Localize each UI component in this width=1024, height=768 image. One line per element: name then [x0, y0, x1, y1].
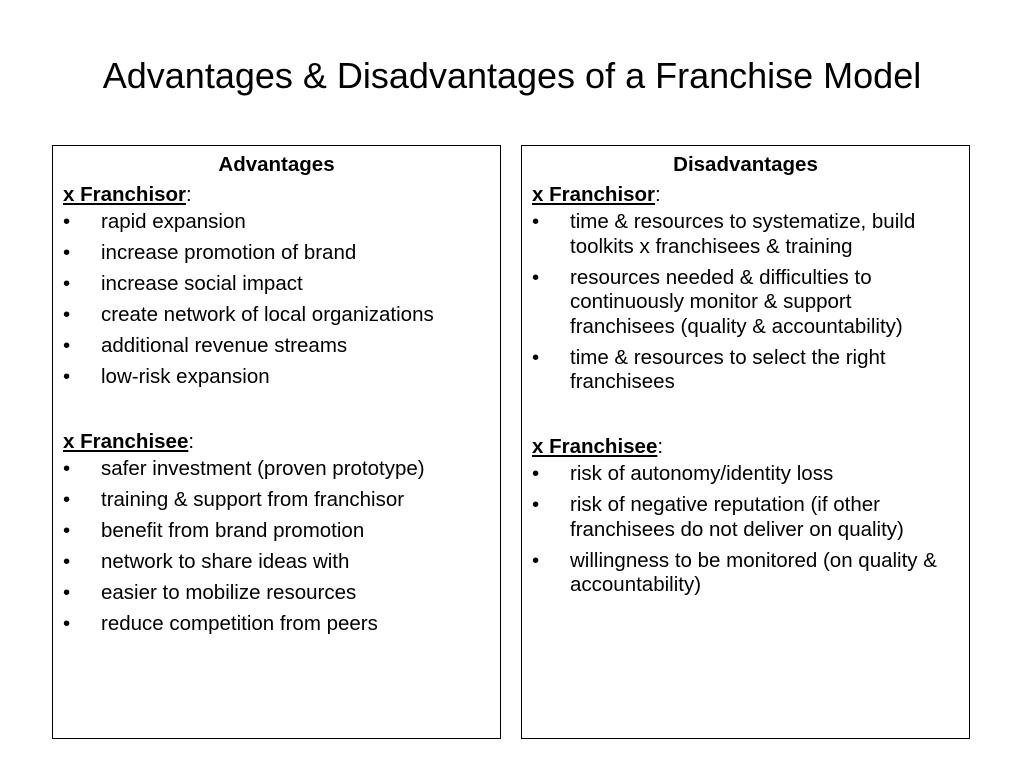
disadvantages-franchisee-label — [532, 431, 959, 462]
list-item — [63, 519, 490, 544]
bullet-icon: • — [532, 548, 540, 572]
bullet-icon: • — [532, 265, 540, 289]
list-item-text: training & support from franchisor — [101, 488, 405, 511]
bullet-icon: • — [63, 612, 71, 635]
list-item — [63, 581, 490, 606]
list-item-text: network to share ideas with — [101, 550, 350, 573]
slide-title: Advantages & Disadvantages of a Franchise Model — [102, 55, 922, 96]
bullet-icon: • — [63, 303, 71, 326]
list-item-text: time & resources to select the right franchisees — [570, 345, 886, 393]
bullet-icon: • — [63, 210, 71, 233]
group-spacer — [63, 396, 490, 426]
list-item — [532, 266, 959, 340]
group-spacer — [532, 401, 959, 431]
bullet-icon: • — [63, 241, 71, 264]
group-label-text: x Franchisee — [63, 430, 189, 453]
advantages-franchisor-label — [63, 179, 490, 210]
list-item-text: resources needed & difficulties to continuously monitor & support franchisees (quality & accountability) — [570, 265, 903, 338]
group-label-colon: : — [657, 435, 664, 458]
list-item — [63, 612, 490, 637]
advantages-franchisee-list — [63, 457, 490, 637]
list-item-text: reduce competition from peers — [101, 612, 378, 635]
bullet-icon: • — [532, 210, 540, 233]
disadvantages-franchisor-label — [532, 179, 959, 210]
list-item-text: rapid expansion — [101, 210, 246, 233]
list-item — [63, 334, 490, 359]
bullet-icon: • — [532, 462, 540, 485]
bullet-icon: • — [63, 457, 71, 480]
list-item-text: risk of autonomy/identity loss — [570, 462, 834, 485]
list-item — [63, 488, 490, 513]
group-label-colon: : — [188, 430, 195, 453]
bullet-icon: • — [532, 345, 540, 369]
list-item-text: increase social impact — [101, 272, 303, 295]
list-item-text: benefit from brand promotion — [101, 519, 365, 542]
list-item-text: increase promotion of brand — [101, 241, 357, 264]
list-item — [63, 272, 490, 297]
list-item-text: time & resources to systematize, build toolkits x franchisees & training — [570, 210, 916, 258]
list-item-text: easier to mobilize resources — [101, 581, 357, 604]
advantages-panel — [52, 145, 501, 739]
bullet-icon: • — [63, 272, 71, 295]
group-label-text: x Franchisee — [532, 435, 658, 458]
list-item — [532, 210, 959, 259]
bullet-icon: • — [532, 493, 540, 516]
list-item — [63, 303, 490, 328]
list-item — [63, 241, 490, 266]
group-label-colon: : — [186, 183, 192, 206]
bullet-icon: • — [63, 519, 71, 542]
list-item-text: risk of negative reputation (if other franchisees do not deliver on quality) — [570, 493, 904, 541]
bullet-icon: • — [63, 365, 71, 388]
disadvantages-franchisor-list — [532, 210, 959, 395]
list-item-text: willingness to be monitored (on quality & accountability) — [570, 548, 937, 596]
list-item — [532, 549, 959, 598]
list-item — [63, 457, 490, 482]
disadvantages-franchisee-list — [532, 462, 959, 598]
group-label-text: x Franchisor — [532, 183, 656, 206]
group-label-text: x Franchisor — [63, 183, 187, 206]
advantages-franchisor-list — [63, 210, 490, 390]
group-label-colon: : — [655, 183, 661, 206]
list-item-text: safer investment (proven prototype) — [101, 457, 425, 480]
list-item — [63, 210, 490, 235]
bullet-icon: • — [63, 334, 71, 357]
advantages-heading: Advantages — [218, 153, 335, 176]
list-item-text: create network of local organizations — [101, 303, 434, 326]
advantages-franchisee-label — [63, 426, 490, 457]
disadvantages-panel — [521, 145, 970, 739]
bullet-icon: • — [63, 550, 71, 573]
list-item — [532, 493, 959, 542]
bullet-icon: • — [63, 488, 71, 511]
bullet-icon: • — [63, 581, 71, 604]
list-item-text: additional revenue streams — [101, 334, 348, 357]
disadvantages-heading: Disadvantages — [673, 153, 818, 176]
list-item — [63, 550, 490, 575]
list-item — [63, 365, 490, 390]
list-item — [532, 346, 959, 395]
list-item-text: low-risk expansion — [101, 365, 270, 388]
list-item — [532, 462, 959, 487]
